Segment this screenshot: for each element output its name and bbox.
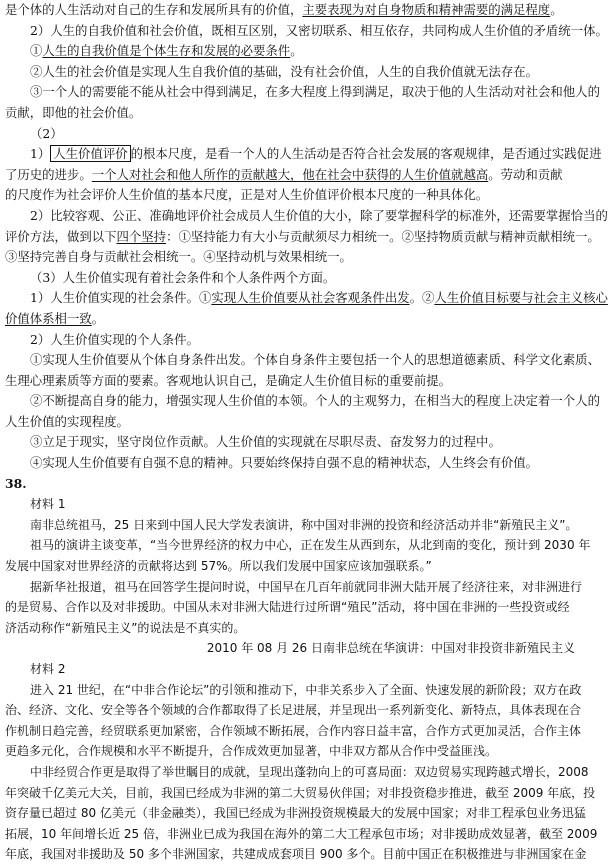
underlined-text: 人生的自我价值是个体生存和发展的必要条件 <box>42 43 291 59</box>
text-segment: 1） <box>30 146 51 162</box>
text-segment: 更趋多元化，合作规模和水平不断提升，合作成效更加显著，中非双方都从合作中受益匪浅。 <box>5 744 498 759</box>
text-segment: ④实现人生价值要有自强不息的精神。只要始终保持自强不息的精神状态，人生终会有价值。 <box>30 455 539 471</box>
text-line <box>5 371 575 392</box>
text-segment: 年突破千亿美元大关，目前，我国已经成为非洲的第二大贸易伙伴国；对非投资稳步推进，截至 2009 年底，投 <box>5 785 596 800</box>
text-segment: 年底，我国对非援助及 50 多个非洲国家，共建成成套项目 900 多个。目前中国正在积极推进与非洲国家在金 <box>5 847 587 862</box>
text-segment: ③坚持完善自身与贡献社会相统一。④坚持动机与效果相统一。 <box>5 249 352 265</box>
underlined-text: 四个坚持 <box>116 228 167 244</box>
text-segment: ②人生的社会价值是实现人生自我价值的基础，没有社会价值，人生的自我价值就无法存在。 <box>30 63 539 79</box>
text-segment: 发展中国家对世界经济的贡献将达到 57%。所以我们发展中国家应该加强联系。” <box>5 559 432 574</box>
text-line <box>5 124 575 145</box>
text-segment: 2）比较容观、公正、准确地评价社会成员人生价值的大小，除了要掌握科学的标准外，还需要掌握恰当的 <box>30 207 608 223</box>
text-line <box>5 144 602 165</box>
text-segment: 的根本尺度，是看一个人的人生活动是否符合社会发展的客观规律，是否通过实践促进 <box>130 146 602 162</box>
text-line <box>5 268 575 289</box>
text-segment: 济活动称作“新殖民主义”的说法是不真实的。 <box>5 620 246 635</box>
text-segment: 南非总统祖马，25 日来到中国人民大学发表演讲，称中国对非洲的投资和经济活动并非“新殖民主义”。 <box>30 517 578 532</box>
text-line <box>5 597 575 618</box>
text-segment: 材料 1 <box>30 497 66 512</box>
text-line <box>5 659 575 680</box>
text-segment: 评价方法，做到以下 <box>5 228 117 244</box>
text-line <box>5 62 575 83</box>
text-line <box>5 803 586 824</box>
text-segment: 。 <box>91 310 105 326</box>
text-segment: （2） <box>30 125 63 141</box>
text-segment: 资存量已超过 80 亿美元（非金融类），我国已经成为非洲投资规模最大的发展中国家；对非工程承包业务迅猛 <box>5 806 586 821</box>
text-line <box>5 412 575 433</box>
text-segment: ②不断提高自身的能力，增强实现人生价值的本领。个人的主观努力，在相当大的程度上决定着一个人的 <box>30 393 600 409</box>
text-segment: 1）人生价值实现的社会条件。① <box>30 290 212 306</box>
text-line <box>5 783 596 804</box>
text-segment: ① <box>30 43 43 59</box>
text-line <box>5 556 575 577</box>
text-line <box>5 0 575 21</box>
text-line <box>5 82 600 103</box>
text-line <box>5 247 575 268</box>
text-line <box>5 391 600 412</box>
underlined-text: 人生价值目标要与社会主义核心 <box>434 290 608 306</box>
text-line <box>5 330 575 351</box>
text-line <box>5 288 608 309</box>
text-line <box>5 474 575 495</box>
text-segment: 。② <box>409 290 435 306</box>
text-line <box>5 103 575 124</box>
text-segment: ③一个人的需要能不能从社会中得到满足，在多大程度上得到满足，取决于他的人生活动对社会和他人的 <box>30 84 600 100</box>
text-segment: 2）人生的自我价值和社会价值，既相互区别，又密切联系、相互依存，共同构成人生价值的矛盾统一体。 <box>30 22 608 38</box>
text-line <box>5 577 583 598</box>
text-segment: （3）人生价值实现有着社会条件和个人条件两个方面。 <box>30 269 336 285</box>
text-segment: 祖马的演讲主谈变革，“当今世界经济的权力中心，正在发生从西到东，从北到南的变化，预计到 2030 年 <box>30 538 591 553</box>
text-line <box>5 21 608 42</box>
text-line <box>5 515 578 536</box>
text-line <box>5 432 575 453</box>
underlined-text: 价值体系相一致 <box>5 310 92 326</box>
text-segment: 的尺度作为社会评价人生价值的基本尺度，正是对人生价值评价根本尺度的一种具体化。 <box>5 187 489 203</box>
text-segment: 2）人生价值实现的个人条件。 <box>30 331 199 347</box>
text-segment: 进入 21 世纪，在“中非合作论坛”的引领和推动下，中非关系步入了全面、快速发展的新阶段；双方在政 <box>30 682 582 697</box>
text-segment: 作机制日趋完善，经贸联系更加紧密，合作领域不断拓展，合作内容日益丰富，合作方式更加灵活，合作主体 <box>5 723 582 738</box>
text-segment: 生理心理素质等方面的要素。客观地认识自己，是确定人生价值目标的重要前提。 <box>5 372 452 388</box>
text-segment: 是个体的人生活动对自己的生存和发展所具有的价值， <box>5 2 303 17</box>
text-segment: ：①坚持能力有大小与贡献须尽力相统一。②坚持物质贡献与精神贡献相统一。 <box>166 228 600 244</box>
text-line <box>5 741 575 762</box>
text-segment: 。劳动和贡献 <box>488 166 563 182</box>
text-segment: 的是贸易、合作以及对非援助。中国从未对非洲大陆进行过所谓“殖民”活动，将中国在非洲的一些投资或经 <box>5 600 570 615</box>
text-segment: 2010 年 08 月 26 日南非总统在华演讲：中国对非投资非新殖民主义 <box>206 641 575 656</box>
text-line <box>5 494 575 515</box>
text-line <box>5 824 598 845</box>
text-line <box>5 165 575 186</box>
text-line <box>5 350 600 371</box>
text-line <box>5 618 575 639</box>
text-line <box>5 535 591 556</box>
underlined-text: 一个人对社会和他人所作的贡献越大，他在社会中获得的人生价值就越高 <box>91 166 489 182</box>
text-line <box>5 309 575 330</box>
text-line <box>5 206 608 227</box>
text-segment: 人生价值的实现程度。 <box>5 413 129 429</box>
text-line <box>5 453 575 474</box>
text-segment: 贡献，即他的社会价值。 <box>5 104 142 120</box>
text-segment: 治、经济、文化、安全等各个领域的合作都取得了长足进展，并呈现出一系列新变化、新特点，具体表现在合 <box>5 703 582 718</box>
text-segment: ①实现人生价值要从个体自身条件出发。个体自身条件主要包括一个人的思想道德素质、科学文化素质、 <box>30 352 600 368</box>
text-line <box>5 700 582 721</box>
text-line <box>5 638 575 659</box>
text-segment: 了历史的进步。 <box>5 166 92 182</box>
text-line <box>5 762 589 783</box>
text-line <box>5 41 575 62</box>
boxed-term: 人生价值评价 <box>50 145 130 162</box>
underlined-text: 主要表现为对自身物质和精神需要的满足程度 <box>302 2 551 17</box>
underlined-text: 实现人生价值要从社会客观条件出发 <box>211 290 410 306</box>
text-line <box>5 185 575 206</box>
text-segment: 。 <box>290 43 303 59</box>
text-segment: 据新华社报道，祖马在回答学生提问时说，中国早在几百年前就同非洲大陆开展了经济往来，对非洲进行 <box>30 579 583 594</box>
text-segment: 材料 2 <box>30 662 66 676</box>
text-segment: 拓展，10 年间增长近 25 倍，非洲业已成为我国在海外的第二大工程承包市场；对非援助成效显著，截至 2009 <box>5 826 598 841</box>
text-segment: 38. <box>5 475 27 491</box>
text-segment: 中非经贸合作更是取得了举世瞩目的成就，呈现出蓬勃向上的可喜局面：双边贸易实现跨越式增长，2008 <box>30 764 589 779</box>
text-line <box>5 227 600 248</box>
text-segment: ③立足于现实，坚守岗位作贡献。人生价值的实现就在尽职尽责、奋发努力的过程中。 <box>30 434 501 450</box>
text-segment: 。 <box>550 2 563 17</box>
text-line <box>5 680 582 701</box>
text-line <box>5 721 582 742</box>
text-line <box>5 844 587 865</box>
